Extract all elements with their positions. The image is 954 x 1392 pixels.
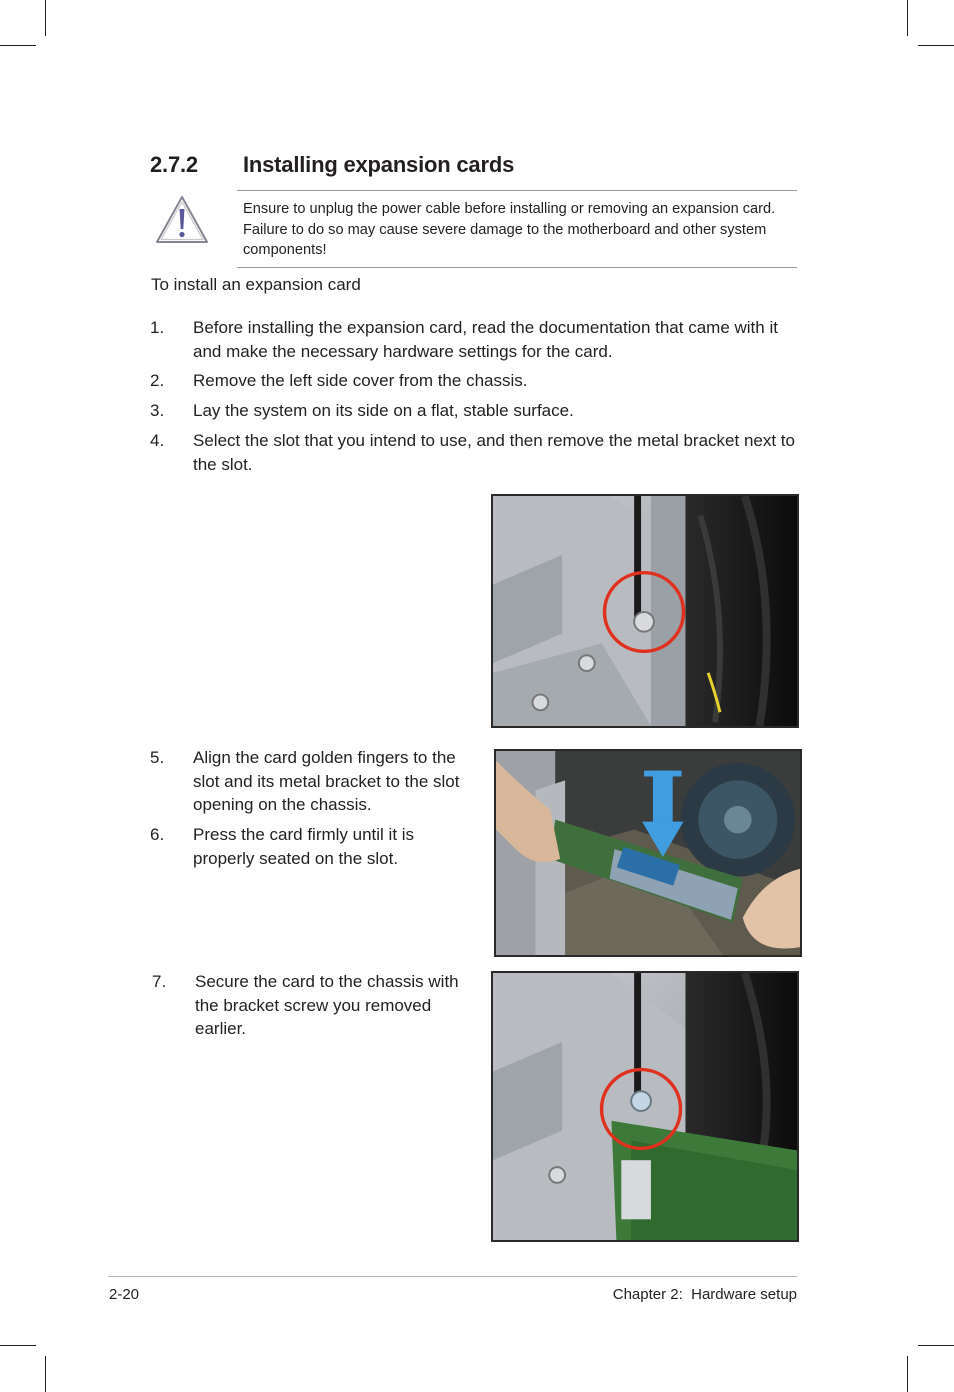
- crop-mark: [45, 0, 46, 36]
- crop-mark: [907, 0, 908, 36]
- step-number: 5.: [150, 748, 165, 767]
- remove-bracket-screw-photo: [491, 494, 799, 728]
- section-title: Installing expansion cards: [243, 152, 515, 177]
- insert-card-photo: [494, 749, 802, 957]
- crop-mark: [907, 1356, 908, 1392]
- step-number: 6.: [150, 825, 165, 844]
- step-number: 3.: [150, 401, 165, 420]
- step-number: 2.: [150, 371, 165, 390]
- section-number: 2.7.2: [150, 152, 198, 177]
- step-text: Before installing the expansion card, read the documentation that came with it and make the necessary hardware settings for the card.: [193, 318, 778, 361]
- caution-text: Ensure to unplug the power cable before installing or removing an expansion card. Failure to do so may cause severe damage to the motherboard and other system components!: [243, 201, 776, 258]
- step-text: Align the card golden fingers to the slot and its metal bracket to the slot opening on the chassis.: [193, 748, 460, 814]
- warning-triangle-icon: [154, 194, 210, 246]
- caution-bottom-rule: [237, 267, 797, 268]
- step-text: Select the slot that you intend to use, and then remove the metal bracket next to the slot.: [193, 431, 795, 474]
- step-text: Remove the left side cover from the chassis.: [193, 371, 528, 390]
- step-number: 7.: [152, 972, 167, 991]
- step-text: Lay the system on its side on a flat, stable surface.: [193, 401, 574, 420]
- chapter-label: Chapter 2: Hardware setup: [612, 1286, 797, 1303]
- step-text: Secure the card to the chassis with the bracket screw you removed earlier.: [195, 972, 459, 1038]
- crop-mark: [45, 1356, 46, 1392]
- footer-rule: [108, 1276, 797, 1277]
- step-text: Press the card firmly until it is properly seated on the slot.: [193, 825, 415, 868]
- step-number: 4.: [150, 431, 165, 450]
- caution-top-rule: [237, 190, 797, 191]
- procedure-intro: To install an expansion card: [151, 275, 361, 294]
- crop-mark: [0, 1345, 36, 1346]
- crop-mark: [918, 45, 954, 46]
- page-number: 2-20: [109, 1286, 140, 1303]
- crop-mark: [918, 1345, 954, 1346]
- crop-mark: [0, 45, 36, 46]
- step-number: 1.: [150, 318, 165, 337]
- secure-bracket-screw-photo: [491, 971, 799, 1242]
